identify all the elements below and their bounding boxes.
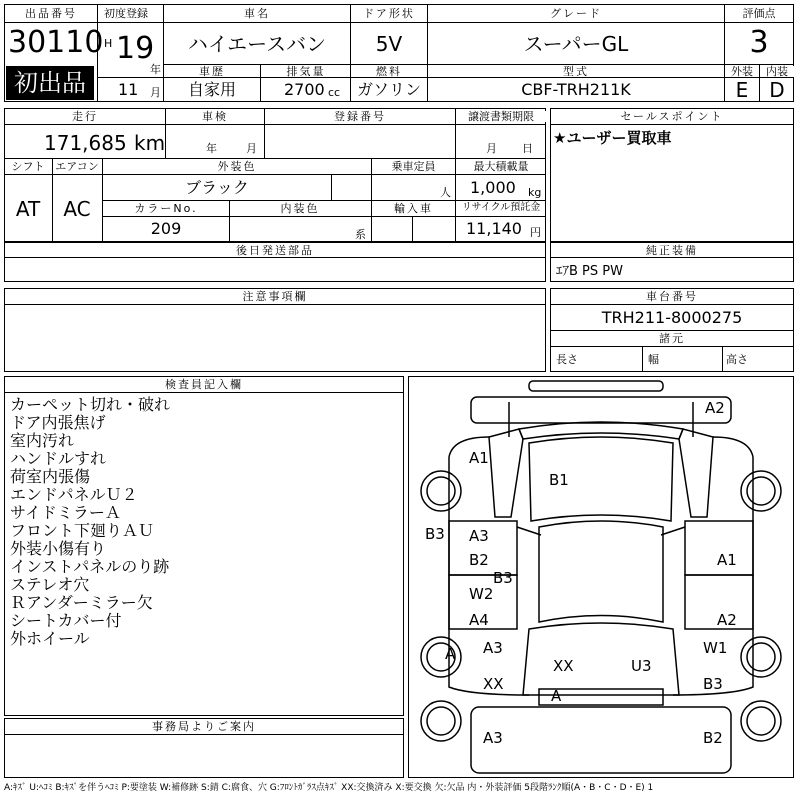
month-unit: 月 bbox=[150, 86, 161, 99]
first-listing-badge: 初出品 bbox=[6, 66, 94, 100]
damage-mark: XX bbox=[483, 675, 504, 693]
inspector-note: シートカバー付 bbox=[10, 611, 122, 630]
fuel-label: 燃料 bbox=[351, 66, 427, 77]
color-no: 209 bbox=[150, 219, 182, 238]
recycle-label: リサイクル預託金 bbox=[461, 202, 541, 213]
sales-point-text: ★ユーザー買取車 bbox=[553, 129, 672, 147]
damage-mark: B3 bbox=[703, 675, 723, 693]
era: H bbox=[104, 37, 113, 50]
transfer-label: 譲渡書類期限 bbox=[456, 111, 546, 122]
displacement: 2700 bbox=[284, 80, 325, 99]
max-load-unit: kg bbox=[528, 186, 542, 199]
inspector-note: インストパネルのり跡 bbox=[10, 557, 170, 576]
caution-label: 注意事項欄 bbox=[5, 291, 545, 302]
inspector-note: フロント下廻りＡＵ bbox=[10, 521, 155, 540]
ext-label: 外装 bbox=[725, 66, 759, 77]
inspector-note: ステレオ穴 bbox=[10, 575, 90, 594]
capacity-unit: 人 bbox=[440, 186, 451, 199]
damage-mark: A bbox=[445, 645, 456, 663]
car-name-label: 車名 bbox=[164, 8, 350, 19]
damage-mark: B3 bbox=[493, 569, 513, 587]
recycle-unit: 円 bbox=[530, 226, 541, 239]
inspection-year-unit: 年 bbox=[206, 142, 217, 155]
inspector-note: サイドミラーＡ bbox=[10, 503, 121, 522]
damage-mark: A4 bbox=[469, 611, 489, 629]
color-label: 外装色 bbox=[103, 161, 371, 172]
equipment: ｴｱB PS PW bbox=[556, 264, 623, 279]
mileage-unit: km bbox=[134, 131, 166, 155]
history: 自家用 bbox=[187, 80, 236, 99]
capacity-label: 乗車定員 bbox=[391, 160, 436, 173]
year-unit: 年 bbox=[150, 63, 161, 76]
inspector-note: 外装小傷有り bbox=[10, 539, 107, 558]
damage-mark: B2 bbox=[703, 729, 723, 747]
max-load: 1,000 bbox=[470, 178, 516, 197]
transfer-month-unit: 月 bbox=[486, 142, 497, 155]
reg-year: 19 bbox=[116, 31, 155, 66]
width-label: 幅 bbox=[648, 353, 659, 366]
damage-mark: B2 bbox=[469, 551, 489, 569]
door-type: 5V bbox=[375, 32, 403, 56]
inspector-note: カーペット切れ・破れ bbox=[10, 395, 171, 414]
chassis-label: 車台番号 bbox=[551, 291, 793, 302]
damage-mark: A3 bbox=[469, 527, 489, 545]
damage-mark: A2 bbox=[717, 611, 737, 629]
damage-mark: XX bbox=[553, 657, 574, 675]
ac-label: エアコン bbox=[55, 160, 99, 173]
damage-mark: A1 bbox=[469, 449, 489, 467]
mileage-label: 走行 bbox=[5, 111, 165, 122]
damage-mark: W2 bbox=[469, 585, 494, 603]
damage-mark: A1 bbox=[717, 551, 737, 569]
later-parts-label: 後日発送部品 bbox=[5, 245, 545, 256]
car-name: ハイエースバン bbox=[187, 32, 327, 56]
mileage: 171,685 bbox=[44, 131, 127, 155]
office-label: 事務局よりご案内 bbox=[5, 721, 403, 732]
transfer-day-unit: 日 bbox=[522, 142, 533, 155]
ext-grade: E bbox=[735, 78, 749, 102]
color: ブラック bbox=[185, 178, 249, 197]
score-label: 評価点 bbox=[725, 8, 793, 19]
inspection-month-unit: 月 bbox=[246, 142, 257, 155]
grade-label: グレード bbox=[428, 8, 724, 19]
displacement-unit: cc bbox=[328, 86, 341, 99]
damage-diagram bbox=[408, 376, 794, 778]
sales-point-label: セールスポイント bbox=[551, 111, 793, 122]
legend: A:ｷｽﾞ U:ﾍｺﾐ B:ｷｽﾞを伴うﾍｺﾐ P:要塗装 W:補修跡 S:錆 C:腐食、穴 G:ﾌﾛﾝﾄｶﾞﾗｽ点ｷｽﾞ XX:交換済み X:要交換 欠:欠品 内・外装評価 5段階ﾗﾝｸ順(A・B・C・D・E) 1 bbox=[4, 783, 654, 793]
color-no-label: カラーNo. bbox=[103, 203, 229, 214]
damage-mark: A3 bbox=[483, 639, 503, 657]
lot-no: 30110 bbox=[8, 25, 104, 60]
length-label: 長さ bbox=[556, 353, 578, 366]
damage-mark: B3 bbox=[425, 525, 445, 543]
fuel: ガソリン bbox=[356, 80, 421, 99]
chassis-no: TRH211-8000275 bbox=[601, 308, 743, 327]
int-grade: D bbox=[769, 78, 785, 102]
damage-mark: W1 bbox=[703, 639, 728, 657]
model-label: 型式 bbox=[428, 66, 724, 77]
dims-label: 諸元 bbox=[551, 333, 793, 344]
int-color-unit: 系 bbox=[355, 228, 366, 241]
grade: スーパーGL bbox=[523, 32, 629, 56]
details-block bbox=[4, 108, 546, 242]
vehicle-outline bbox=[409, 377, 793, 777]
displacement-label: 排気量 bbox=[261, 66, 351, 77]
shift: AT bbox=[15, 197, 41, 221]
reg-month: 11 bbox=[118, 80, 139, 99]
inspector-note: 荷室内張傷 bbox=[10, 467, 91, 486]
lot-no-label: 出品番号 bbox=[6, 8, 96, 19]
door-label: ドア形状 bbox=[351, 8, 427, 19]
inspection-label: 車検 bbox=[166, 111, 264, 122]
import-label: 輸入車 bbox=[372, 203, 455, 214]
history-label: 車歴 bbox=[164, 66, 260, 77]
damage-mark: U3 bbox=[631, 657, 652, 675]
inspector-note: エンドパネルＵ２ bbox=[10, 485, 138, 504]
damage-mark: B1 bbox=[549, 471, 569, 489]
inspector-note: 室内汚れ bbox=[10, 431, 75, 450]
score: 3 bbox=[749, 25, 769, 60]
reg-no-label: 登録番号 bbox=[265, 111, 455, 122]
height-label: 高さ bbox=[726, 353, 748, 366]
damage-mark: A3 bbox=[483, 729, 503, 747]
inspector-note: 外ホイール bbox=[10, 629, 90, 648]
int-color-label: 内装色 bbox=[230, 203, 370, 214]
shift-label: シフト bbox=[11, 160, 45, 173]
inspector-note: ドア内張焦げ bbox=[10, 413, 106, 432]
equipment-label: 純正装備 bbox=[551, 245, 793, 256]
max-load-label: 最大積載量 bbox=[473, 160, 529, 173]
inspector-note: ハンドルすれ bbox=[10, 449, 107, 468]
first-reg-label: 初度登録 bbox=[104, 7, 148, 20]
recycle-fee: 11,140 bbox=[466, 219, 522, 238]
int-label: 内装 bbox=[760, 66, 794, 77]
ac: AC bbox=[63, 197, 91, 221]
model: CBF-TRH211K bbox=[521, 80, 631, 99]
inspector-note: Ｒアンダーミラー欠 bbox=[10, 593, 153, 612]
damage-mark: A2 bbox=[705, 399, 725, 417]
inspector-notes-list bbox=[10, 396, 400, 648]
inspector-label: 検査員記入欄 bbox=[5, 379, 403, 390]
damage-mark: A bbox=[551, 687, 562, 705]
